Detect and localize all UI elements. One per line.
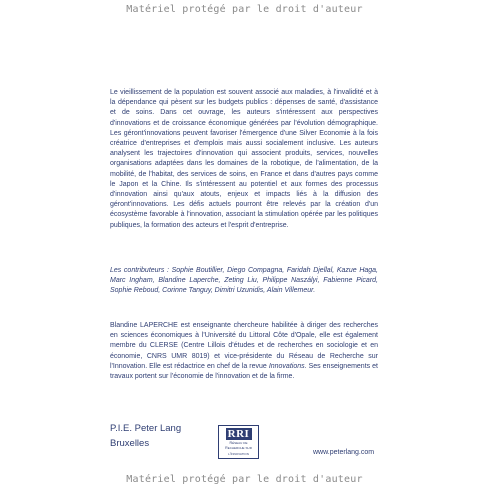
book-abstract: Le vieillissement de la population est souvent associé aux maladies, à l'invalidité et à la dépendance qui pèsent sur les budgets publics : dépenses de santé, d'assistance et de soins. Dans cet ouvrage, les auteurs s'intéressent aux perspectives d'innovations et de croissance économique générées par l'évolution démographique. Les géront'innovations peuvent favoriser l'émergence d'une Silver Economie à la fois créatrice d'entreprises et d'emplois mais aussi socialement inclusive. Les auteurs analysent les trajectoires d'innovation qui associent produits, services, nouvelles organisations adaptées dans les domaines de la robotique, de l'alimentation, de la mobilité, de l'habitat, des services de soins, en France et dans d'autres pays comme le Japon et la Chine. Ils s'intéressent au potentiel et aux formes des processus d'innovation ainsi qu'aux atouts, enjeux et impacts liés à la diffusion des géront'innovations. Les défis actuels pourront être relevés par la création d'un écosystème favorable à l'innovation, associant la stimulation opérée par les politiques publiques, la formation des acteurs et l'esprit d'entreprise. (110, 89, 378, 229)
journal-title: Innovations (268, 362, 305, 370)
publisher-info (110, 421, 181, 451)
copyright-watermark-top: Matériel protégé par le droit d'auteur (126, 4, 363, 15)
author-bio-text-end: . Ses enseignements et travaux portent sur l'économie de l'innovation et de la firme. (110, 362, 378, 381)
copyright-watermark-bottom: Matériel protégé par le droit d'auteur (126, 474, 363, 485)
rri-logo-line3: l'Innovation (228, 451, 249, 456)
publisher-city: Bruxelles (110, 438, 150, 449)
rri-logo-line2: Recherche sur (225, 446, 252, 451)
publisher-name: P.I.E. Peter Lang (110, 423, 182, 434)
rri-logo (218, 425, 259, 459)
author-bio-text: Blandine LAPERCHE est enseignante chercheure habilitée à diriger des recherches en sciences économiques à l'Université du Littoral Côte d'Opale, elle est également membre du CLERSE (Centre Lillois d'études et de recherches en sociologie et en économie, CNRS UMR 8019) et vice-présidente du Réseau de Recherche sur l'Innovation. Elle est rédactrice en chef de la revue (110, 322, 378, 370)
publisher-website: www.peterlang.com (313, 449, 375, 456)
rri-logo-mark: RRI (226, 428, 252, 440)
rri-logo-line1: Réseau de (229, 441, 248, 445)
contributors-list: Les contributeurs : Sophie Boutillier, Diego Compagna, Faridah Djellal, Kazue Haga, Marc Ingham, Blandine Laperche, Zeting Liu, Philippe Naszályi, Fabienne Picard, Sophie Reboud, Corinne Tanguy, Dimitri Uzunidis, Alain Villemeur. (110, 267, 378, 295)
author-bio (110, 321, 378, 382)
